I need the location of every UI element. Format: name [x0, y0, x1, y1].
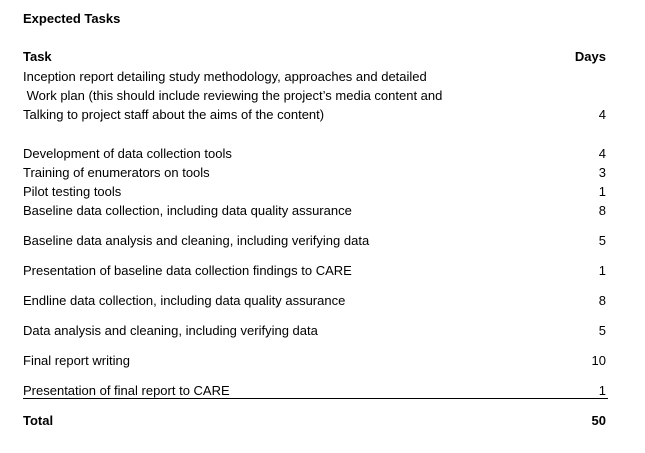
- section-heading: Expected Tasks: [23, 11, 121, 26]
- total-divider: [23, 398, 608, 399]
- task-days: 5: [598, 233, 606, 248]
- task-days: 1: [598, 263, 606, 278]
- task-label: Baseline data analysis and cleaning, including verifying data: [23, 233, 370, 248]
- days-column-header: Days: [574, 49, 606, 64]
- task-column-header: Task: [23, 49, 52, 64]
- task-label: Endline data collection, including data quality assurance: [23, 293, 346, 308]
- task-label: Pilot testing tools: [23, 184, 122, 199]
- total-label: Total: [23, 413, 54, 428]
- task-line: Talking to project staff about the aims of the content): [23, 107, 325, 122]
- task-label: Development of data collection tools: [23, 146, 232, 161]
- task-days: 8: [598, 293, 606, 308]
- task-days: 1: [598, 383, 606, 398]
- task-days: 4: [598, 107, 606, 122]
- task-line: Work plan (this should include reviewing the project’s media content and: [23, 88, 443, 103]
- task-days: 8: [598, 203, 606, 218]
- task-line: Inception report detailing study methodology, approaches and detailed: [23, 69, 427, 84]
- task-days: 4: [598, 146, 606, 161]
- total-days: 50: [591, 413, 606, 428]
- task-days: 1: [598, 184, 606, 199]
- task-label: Baseline data collection, including data quality assurance: [23, 203, 352, 218]
- task-days: 3: [598, 165, 606, 180]
- task-label: Final report writing: [23, 353, 130, 368]
- task-label: Training of enumerators on tools: [23, 165, 210, 180]
- task-days: 5: [598, 323, 606, 338]
- task-days: 10: [591, 353, 606, 368]
- task-label: Data analysis and cleaning, including verifying data: [23, 323, 318, 338]
- task-label: Presentation of baseline data collection findings to CARE: [23, 263, 352, 278]
- task-label: Presentation of final report to CARE: [23, 383, 230, 398]
